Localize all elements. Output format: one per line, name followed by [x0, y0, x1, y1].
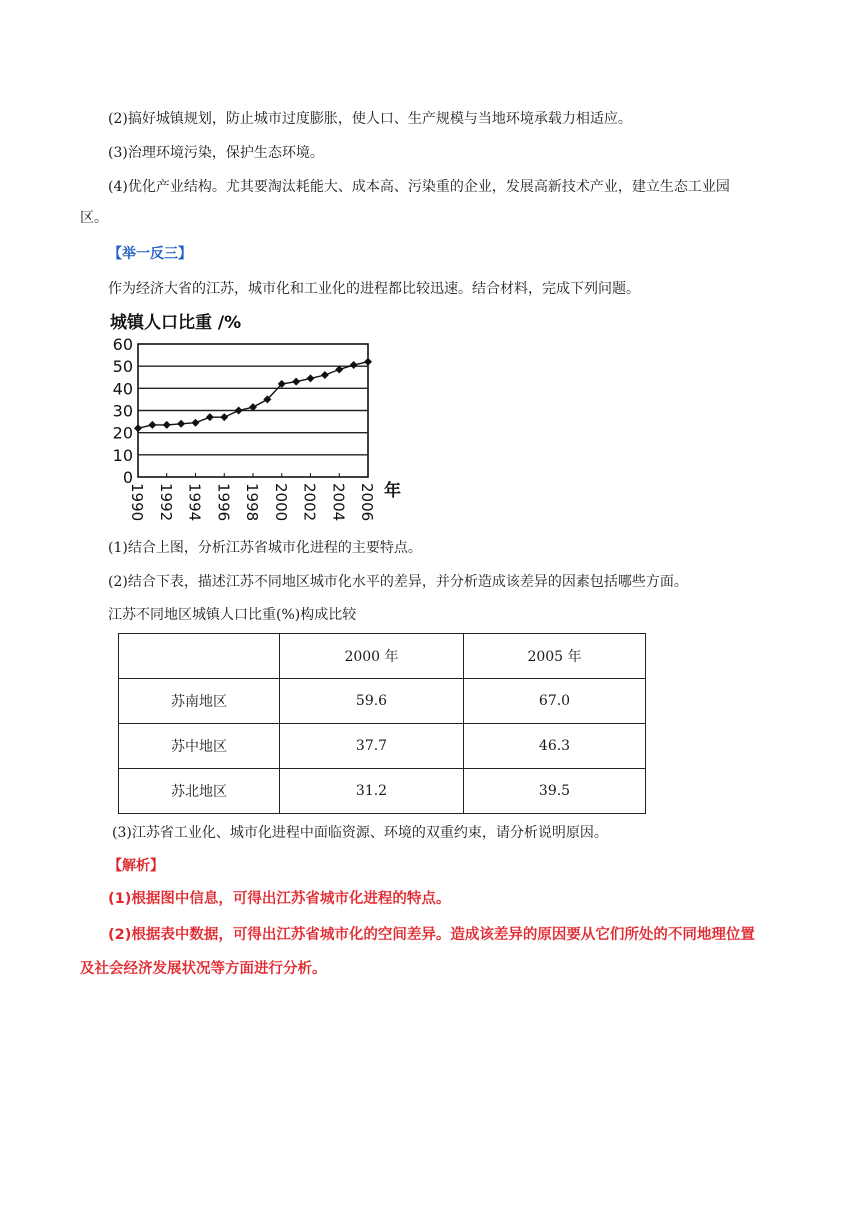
series-line — [138, 362, 368, 429]
data-point-marker — [206, 413, 214, 421]
analysis-1: (1)根据图中信息，可得出江苏省城市化进程的特点。 — [108, 891, 451, 907]
section-label-practice: 【举一反三】 — [108, 246, 192, 262]
table-row — [119, 769, 646, 814]
table-header-cell — [119, 634, 280, 679]
table-cell: 苏中地区 — [119, 724, 280, 769]
y-tick-label: 30 — [112, 401, 133, 421]
data-point-marker — [177, 420, 185, 428]
y-tick-label: 10 — [112, 445, 133, 465]
table-cell: 39.5 — [464, 769, 646, 814]
table-caption: 江苏不同地区城镇人口比重(%)构成比较 — [108, 607, 357, 623]
urbanization-line-chart — [104, 306, 414, 530]
y-tick-label: 0 — [122, 468, 133, 487]
y-tick-label: 20 — [112, 423, 133, 443]
data-point-marker — [364, 358, 372, 366]
table-cell: 31.2 — [280, 769, 464, 814]
paragraph-p4: (4)优化产业结构。尤其要淘汰耗能大、成本高、污染重的企业，发展高新技术产业，建立生态工业园 — [108, 179, 730, 195]
x-tick-label: 1992 — [156, 483, 175, 522]
paragraph-p3: (3)治理环境污染，保护生态环境。 — [108, 145, 324, 161]
data-point-marker — [321, 371, 329, 379]
table-cell: 37.7 — [280, 724, 464, 769]
analysis-2-continued: 及社会经济发展状况等方面进行分析。 — [80, 961, 327, 977]
paragraph-p4-continued: 区。 — [80, 210, 108, 226]
x-axis-ticks — [128, 473, 376, 521]
x-tick-label: 2006 — [358, 483, 376, 522]
y-tick-label: 50 — [112, 357, 133, 377]
table-cell: 67.0 — [464, 679, 646, 724]
data-point-marker — [163, 421, 171, 429]
x-axis-label: 年 — [384, 481, 401, 501]
intro-text: 作为经济大省的江苏，城市化和工业化的进程都比较迅速。结合材料，完成下列问题。 — [108, 281, 640, 297]
question-3: (3)江苏省工业化、城市化进程中面临资源、环境的双重约束，请分析说明原因。 — [112, 825, 608, 841]
data-point-marker — [148, 421, 156, 429]
table-row — [119, 679, 646, 724]
table-cell: 苏南地区 — [119, 679, 280, 724]
x-tick-label: 1990 — [128, 483, 146, 522]
data-point-marker — [307, 374, 315, 382]
y-tick-label: 60 — [112, 335, 133, 354]
data-point-marker — [220, 413, 228, 421]
table-cell: 59.6 — [280, 679, 464, 724]
data-point-marker — [350, 361, 358, 369]
chart-series — [134, 358, 372, 433]
data-point-marker — [134, 424, 142, 432]
x-tick-label: 1996 — [214, 483, 233, 522]
x-tick-label: 1998 — [243, 483, 261, 522]
table-row — [119, 724, 646, 769]
chart-title: 城镇人口比重 /% — [110, 313, 242, 333]
table-header-cell: 2000 年 — [280, 634, 464, 679]
x-tick-label: 2002 — [300, 483, 319, 522]
y-tick-label: 40 — [112, 379, 133, 399]
analysis-2: (2)根据表中数据，可得出江苏省城市化的空间差异。造成该差异的原因要从它们所处的不同地理位置 — [108, 927, 755, 943]
table-header-row — [119, 634, 646, 679]
table-cell: 苏北地区 — [119, 769, 280, 814]
table-cell: 46.3 — [464, 724, 646, 769]
data-point-marker — [235, 407, 243, 415]
x-tick-label: 2004 — [329, 483, 348, 522]
question-1: (1)结合上图，分析江苏省城市化进程的主要特点。 — [108, 540, 422, 556]
analysis-label: 【解析】 — [108, 858, 164, 874]
question-2: (2)结合下表，描述江苏不同地区城市化水平的差异，并分析造成该差异的因素包括哪些方面。 — [108, 574, 688, 590]
data-point-marker — [192, 419, 200, 427]
comparison-table — [118, 633, 646, 814]
paragraph-p2: (2)搞好城镇规划，防止城市过度膨胀，使人口、生产规模与当地环境承载力相适应。 — [108, 111, 632, 127]
data-point-marker — [292, 378, 300, 386]
x-tick-label: 2000 — [271, 483, 290, 522]
y-axis-ticks — [113, 335, 133, 487]
table-header-cell: 2005 年 — [464, 634, 646, 679]
x-tick-label: 1994 — [185, 483, 204, 522]
